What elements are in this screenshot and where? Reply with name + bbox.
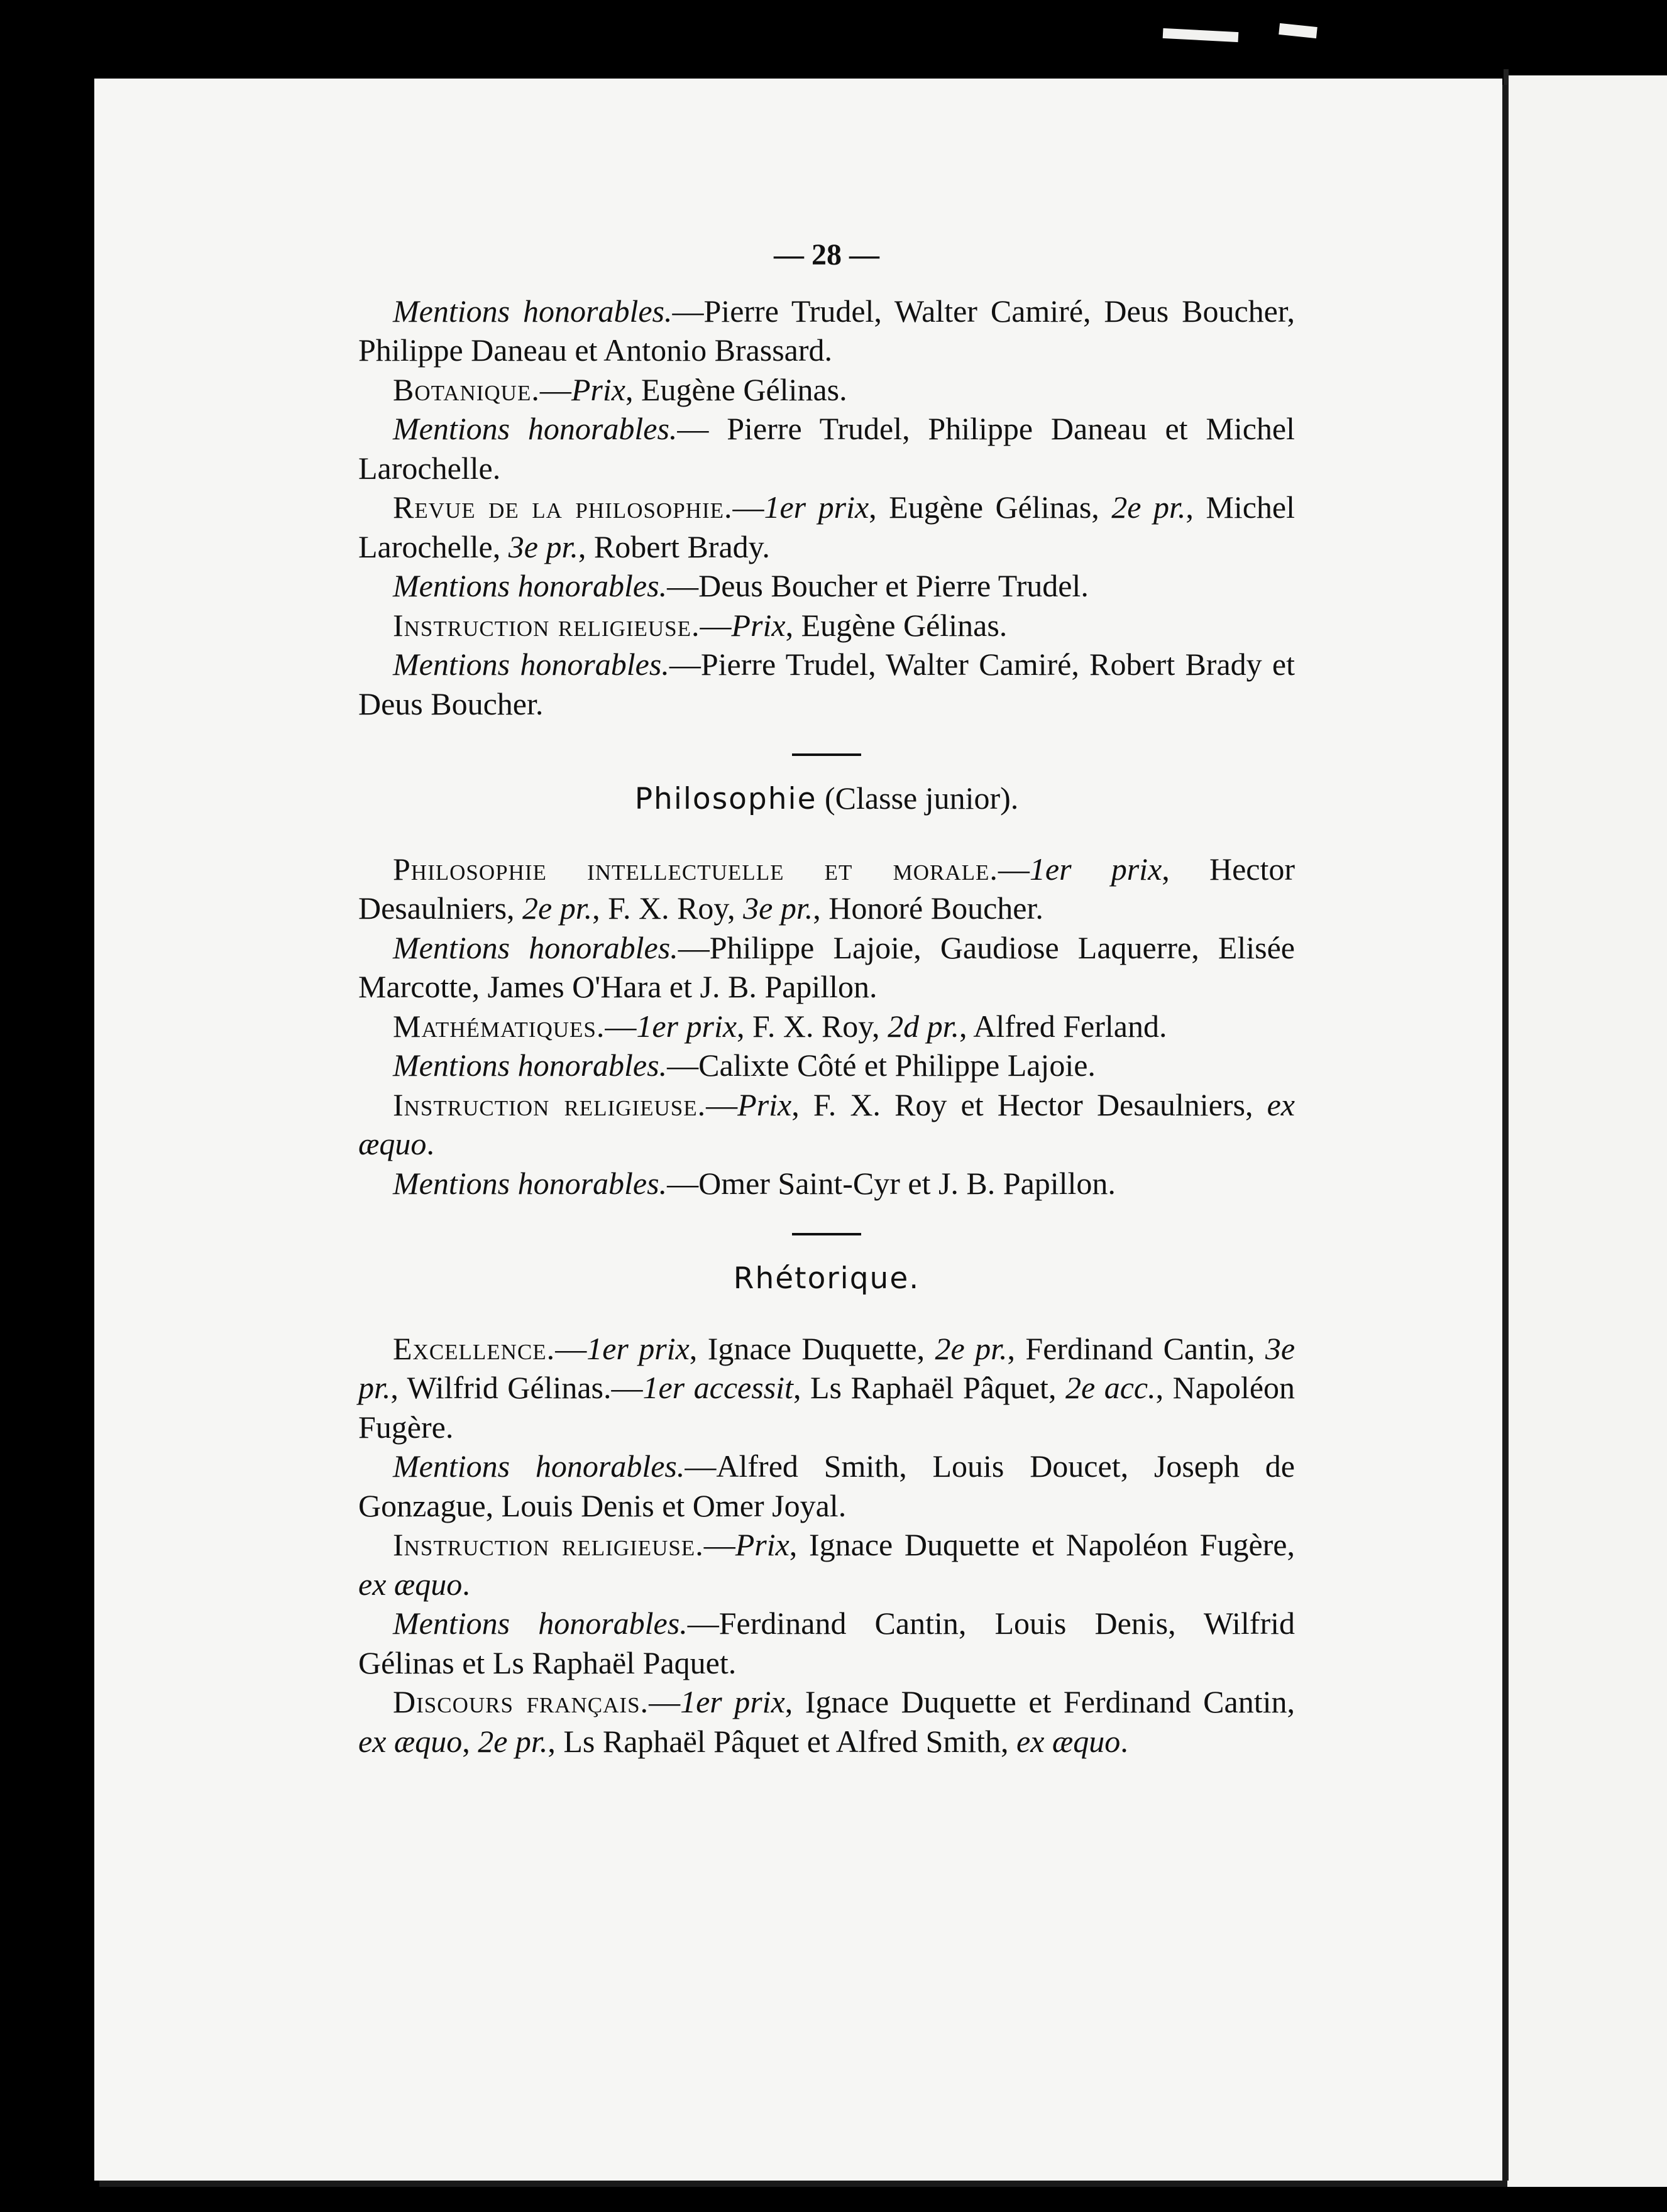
section [358,753,1295,1203]
italic-text: Mentions honorables. [393,1165,668,1201]
entry-separator: — [732,490,764,525]
italic-text: 2e pr. [478,1723,548,1759]
italic-text: Prix [571,371,625,407]
italic-text: 1er accessit [642,1370,793,1405]
paper-scrap [1163,28,1239,42]
entry-label: Philosophie intellectuelle et morale. [393,851,998,887]
section [358,1233,1295,1761]
entry-text: —Deus Boucher et Pierre Trudel. [667,568,1089,603]
entry-text: , Hector Desaulniers, [358,851,1295,926]
entry-label: Excellence. [393,1330,556,1366]
italic-text: Prix [735,1527,789,1562]
entry-text: —Calixte Côté et Philippe Lajoie. [667,1048,1096,1083]
italic-text: Mentions honorables. [393,293,673,329]
prize-entry [358,1525,1295,1604]
section-heading-main: Rhétorique. [733,1261,920,1296]
italic-text: 1er prix [636,1008,737,1044]
entry-separator: — [605,1008,637,1044]
section-heading-main: Philosophie [634,782,817,816]
prize-entry [358,1447,1295,1525]
prize-entry [358,850,1295,928]
entry-text: , Ferdinand Cantin, [1007,1330,1265,1366]
prize-entry [358,1329,1295,1447]
entry-text: . [1120,1723,1128,1759]
entry-text: , [462,1723,478,1759]
entry-separator: — [555,1330,587,1366]
entry-text: — Pierre Trudel, Philippe Daneau et Michel Larochelle. [358,411,1295,486]
entry-label: Instruction religieuse. [393,1527,704,1562]
section-heading [358,779,1295,819]
prize-entry [358,1046,1295,1085]
page-text [358,236,1295,1761]
prize-entry [358,606,1295,645]
section [358,292,1295,724]
italic-text: 2d pr. [888,1008,959,1044]
italic-text: Mentions honorables. [393,568,668,603]
entry-text: , Eugène Gélinas. [785,607,1008,643]
prize-entry [358,370,1295,410]
italic-text: Prix [737,1087,792,1122]
italic-text: 2e acc. [1065,1370,1156,1405]
facing-page-edge [1505,75,1667,2187]
prize-entry [358,1164,1295,1203]
entry-text: . [426,1126,434,1161]
italic-text: Mentions honorables. [393,411,678,446]
entry-text: , Wilfrid Gélinas.— [390,1370,643,1405]
prize-entry [358,645,1295,723]
entry-text: , Ignace Duquette, [689,1330,935,1366]
entry-text: —Ferdinand Cantin, Louis Denis, Wilfrid Gélinas et Ls Raphaël Paquet. [358,1606,1295,1680]
entry-separator: — [539,371,571,407]
entry-label: Instruction religieuse. [393,607,700,643]
paper-scrap [1279,23,1318,38]
prize-entry [358,409,1295,488]
entry-label: Revue de la philosophie. [393,490,733,525]
prize-entry [358,566,1295,606]
italic-text: ex æquo [1016,1723,1121,1759]
entry-label: Discours français. [393,1684,649,1719]
italic-text: 2e pr. [1111,490,1186,525]
entry-text: , Eugène Gélinas. [625,371,847,407]
entry-text: , Ignace Duquette et Napoléon Fugère, [789,1527,1295,1562]
entry-text: , Eugène Gélinas, [869,490,1112,525]
entry-label: Instruction religieuse. [393,1087,707,1122]
italic-text: 1er prix [1029,851,1162,887]
entry-text: , Napoléon Fugère. [358,1370,1296,1445]
entry-text: , Ignace Duquette et Ferdinand Cantin, [784,1684,1295,1719]
prize-entry [358,1085,1295,1164]
page-fold [1504,69,1509,2181]
section-heading [358,1258,1295,1299]
entry-text: . [462,1566,470,1602]
italic-text: Prix [731,607,786,643]
entry-text: , Michel Larochelle, [358,490,1295,564]
italic-text: 1er prix [764,490,869,525]
italic-text: 3e pr. [358,1330,1296,1405]
entry-text: , Alfred Ferland. [959,1008,1167,1044]
entry-separator: — [649,1684,681,1719]
section-heading-sub: (Classe junior). [817,780,1019,816]
entry-label: Botanique. [393,371,540,407]
italic-text: 3e pr. [508,528,578,564]
italic-text: ex æquo [358,1723,463,1759]
sections-container [358,292,1295,1761]
italic-text: Mentions honorables. [393,929,678,965]
entry-text: —Pierre Trudel, Walter Camiré, Deus Boucher, Philippe Daneau et Antonio Brassard. [358,293,1295,368]
entry-text: , Robert Brady. [578,528,770,564]
entry-separator: — [998,851,1030,887]
prize-entry [358,488,1295,566]
italic-text: 1er prix [586,1330,690,1366]
italic-text: Mentions honorables. [393,647,669,682]
section-rule [792,753,861,756]
italic-text: ex æquo [358,1566,463,1602]
prize-entry [358,292,1295,370]
entry-text: , F. X. Roy, [737,1008,888,1044]
prize-entry [358,928,1295,1007]
entry-text: —Omer Saint-Cyr et J. B. Papillon. [667,1165,1116,1201]
italic-text: 2e pr. [935,1330,1008,1366]
page-number: — 28 — [774,238,879,271]
italic-text: Mentions honorables. [393,1048,668,1083]
italic-text: 1er prix [680,1684,785,1719]
entry-text: , F. X. Roy et Hector Desaulniers, [791,1087,1267,1122]
entry-text: —Pierre Trudel, Walter Camiré, Robert Brady et Deus Boucher. [358,647,1295,721]
italic-text: Mentions honorables. [393,1606,688,1641]
section-rule [792,1233,861,1235]
italic-text: Mentions honorables. [393,1448,685,1484]
entry-text: , Ls Raphaël Pâquet, [793,1370,1065,1405]
entry-text: , F. X. Roy, [592,890,744,926]
italic-text: 3e pr. [743,890,813,926]
entry-text: —Alfred Smith, Louis Doucet, Joseph de Gonzague, Louis Denis et Omer Joyal. [358,1448,1295,1523]
prize-entry [358,1007,1295,1046]
entry-text: , Ls Raphaël Pâquet et Alfred Smith, [547,1723,1017,1759]
italic-text: ex æquo [358,1087,1295,1161]
entry-text: —Philippe Lajoie, Gaudiose Laquerre, Elisée Marcotte, James O'Hara et J. B. Papillon. [358,929,1295,1004]
entry-separator: — [706,1087,738,1122]
entry-label: Mathématiques. [393,1008,605,1044]
italic-text: 2e pr. [522,890,593,926]
entry-separator: — [703,1527,735,1562]
entry-separator: — [700,607,732,643]
prize-entry [358,1604,1295,1682]
entry-text: , Honoré Boucher. [813,890,1043,926]
prize-entry [358,1682,1295,1761]
